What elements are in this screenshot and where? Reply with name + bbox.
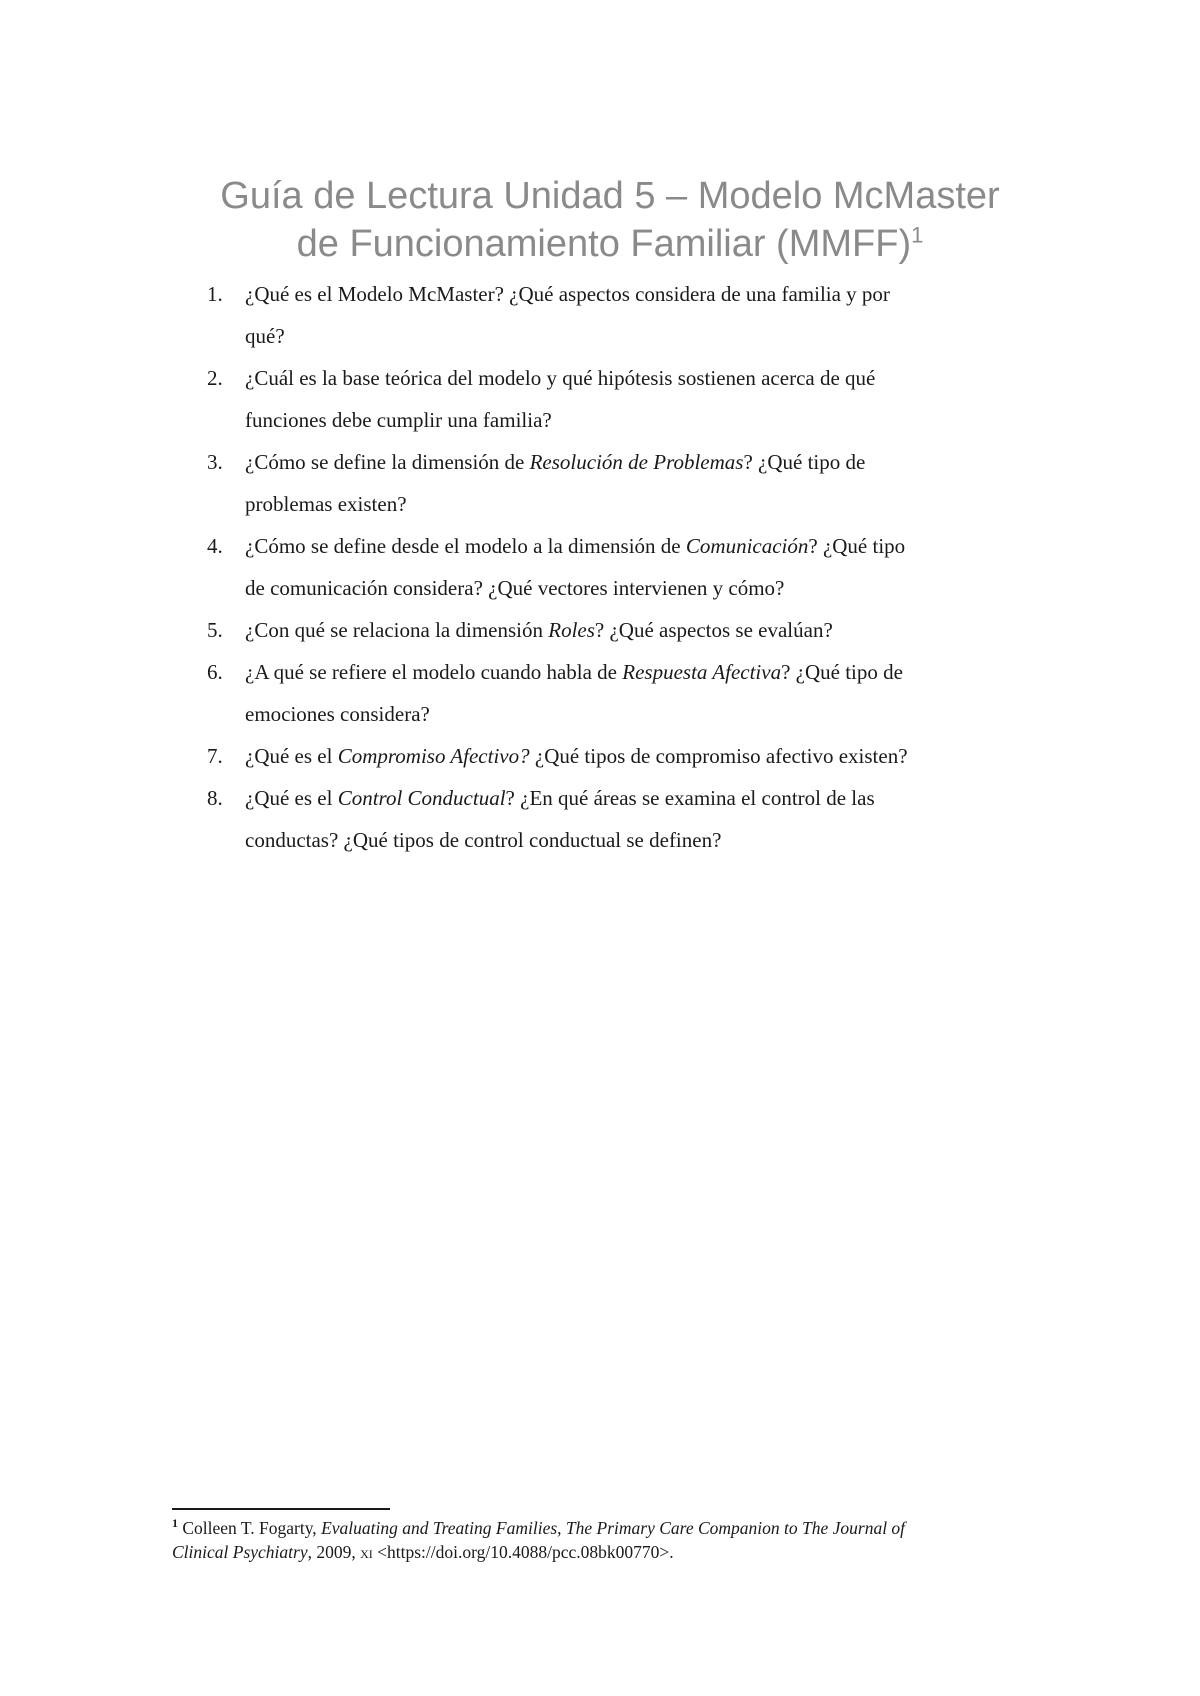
footnote-doi-link[interactable]: <https://doi.org/10.4088/pcc.08bk00770>. [372,1542,674,1562]
question-text: ¿Con qué se relaciona la dimensión [245,618,549,642]
dimension-term: Comunicación [685,534,809,558]
dimension-term: Control Conductual [337,786,506,810]
question-number: 8. [207,786,223,810]
question-text: ¿Cómo se define desde el modelo a la dimensión de [245,534,686,558]
title-line-1: Guía de Lectura Unidad 5 – Modelo McMaster [220,175,1000,217]
footnote-volume: xi [360,1542,373,1562]
question-text-continued: de comunicación considera? ¿Qué vectores intervienen y cómo? [245,576,785,600]
question-item-5 [190,609,1020,651]
footnote-journal-continued: Clinical Psychiatry [172,1542,308,1562]
question-list [190,273,1020,861]
question-number: 7. [207,744,223,768]
title-line-2: de Funcionamiento Familiar (MMFF) [296,223,912,265]
dimension-term: Respuesta Afectiva [622,660,782,684]
footnote-mark: 1 [172,1516,178,1531]
question-text: ¿Qué tipos de compromiso afectivo existen? [529,744,908,768]
question-item-6 [190,651,1020,735]
question-text: ¿Qué es el [245,786,338,810]
question-text-continued: emociones considera? [245,702,430,726]
question-text: ? ¿Qué tipo de [743,450,866,474]
question-number: 3. [207,450,223,474]
question-text: ¿Qué es el [245,744,338,768]
question-text: ¿Cuál es la base teórica del modelo y qué hipótesis sostienen acerca de qué [245,366,876,390]
dimension-term: Roles [548,618,595,642]
question-item-2 [190,357,1020,441]
question-item-4 [190,525,1020,609]
question-item-3 [190,441,1020,525]
question-text: ? ¿Qué tipo [808,534,906,558]
question-text: ? ¿Qué tipo de [781,660,903,684]
question-text: ¿Qué es el Modelo McMaster? ¿Qué aspectos considera de una familia y por [245,282,890,306]
question-number: 1. [207,282,223,306]
footnote-separator-text: , [557,1518,566,1538]
question-text: ? ¿Qué aspectos se evalúan? [594,618,833,642]
question-item-1 [190,273,1020,357]
question-number: 4. [207,534,223,558]
question-item-7 [190,735,1020,777]
question-text-continued: qué? [245,324,285,348]
footnote-book-title: Evaluating and Treating Families [321,1518,558,1538]
question-text-continued: problemas existen? [245,492,407,516]
dimension-term: Compromiso Afectivo? [337,744,530,768]
question-text-continued: conductas? ¿Qué tipos de control conductual se definen? [245,828,722,852]
question-text: ¿A qué se refiere el modelo cuando habla de [245,660,623,684]
footnote [172,1516,1052,1564]
dimension-term: Resolución de Problemas [529,450,744,474]
title-footnote-mark[interactable]: 1 [911,222,924,248]
document-title [180,172,1040,268]
question-text: ? ¿En qué áreas se examina el control de las [505,786,875,810]
footnote-journal: The Primary Care Companion to The Journal of [565,1518,906,1538]
question-number: 5. [207,618,223,642]
question-number: 6. [207,660,223,684]
question-text-continued: funciones debe cumplir una familia? [245,408,552,432]
question-number: 2. [207,366,223,390]
footnote-separator [172,1508,390,1510]
footnote-year: , 2009, [307,1542,361,1562]
footnote-author: Colleen T. Fogarty, [178,1518,322,1538]
question-item-8 [190,777,1020,861]
question-text: ¿Cómo se define la dimensión de [245,450,530,474]
